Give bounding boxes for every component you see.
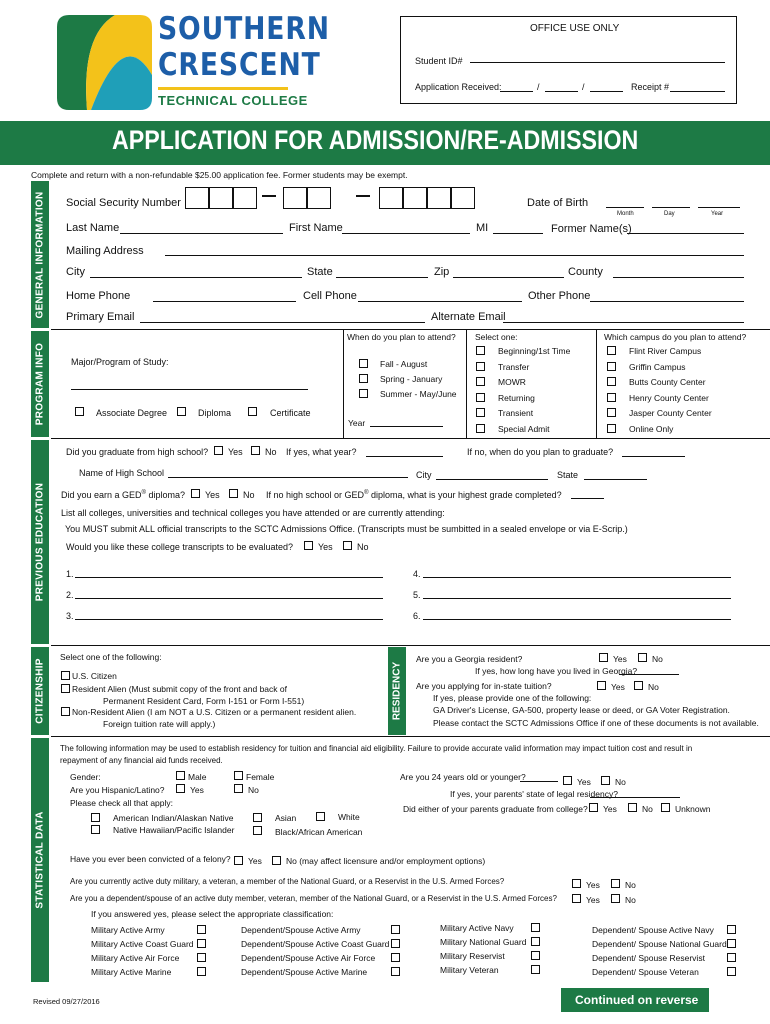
- list-colleges-label: List all colleges, universities and technical colleges you have attended or are currently attending:: [61, 508, 445, 518]
- race-american-indian-checkbox[interactable]: [91, 813, 100, 822]
- type-returning-checkbox[interactable]: [476, 393, 485, 402]
- felony-yes-checkbox[interactable]: [234, 856, 243, 865]
- logo-text-crescent: CRESCENT: [158, 47, 321, 83]
- logo-divider: [158, 87, 288, 90]
- evaluate-transcripts-label: Would you like these college transcripts to be evaluated?: [66, 542, 293, 552]
- how-long-field[interactable]: [619, 674, 679, 675]
- type-returning-label: Returning: [498, 393, 535, 403]
- college-logo: [57, 15, 152, 110]
- instate-yes-checkbox[interactable]: [597, 681, 606, 690]
- city-label: City: [66, 266, 85, 278]
- non-resident-label: Non-Resident Alien (I am NOT a U.S. Citizen or a permanent resident alien.: [72, 707, 357, 717]
- type-special-admit-checkbox[interactable]: [476, 424, 485, 433]
- campus-butts-checkbox[interactable]: [607, 377, 616, 386]
- parents-college-no-checkbox[interactable]: [628, 803, 637, 812]
- receipt-label: Receipt #: [631, 82, 670, 92]
- college-field-6[interactable]: [423, 619, 731, 620]
- logo-text-technical: TECHNICAL COLLEGE: [158, 93, 308, 108]
- term-spring-checkbox[interactable]: [359, 374, 368, 383]
- campus-flint-river-label: Flint River Campus: [629, 346, 702, 356]
- campus-henry-checkbox[interactable]: [607, 393, 616, 402]
- race-native-hawaiian-label: Native Hawaiian/Pacific Islander: [113, 825, 235, 835]
- class-military-marine-checkbox[interactable]: [197, 967, 206, 976]
- class-military-national-guard-label: Military National Guard: [440, 937, 527, 947]
- alt-email-label: Alternate Email: [431, 311, 506, 323]
- class-dependent-navy-checkbox[interactable]: [727, 925, 736, 934]
- ssn-dash: [356, 195, 370, 197]
- graduated-yes-label: Yes: [228, 447, 243, 457]
- dob-month-field[interactable]: [606, 207, 644, 208]
- college-field-2[interactable]: [75, 598, 383, 599]
- college-num-5: 5.: [413, 590, 421, 600]
- dob-year-caption: Year: [711, 211, 724, 217]
- zip-field[interactable]: [453, 277, 564, 278]
- evaluate-yes-checkbox[interactable]: [304, 541, 313, 550]
- class-dependent-national-guard-checkbox[interactable]: [727, 939, 736, 948]
- class-dependent-veteran-checkbox[interactable]: [727, 967, 736, 976]
- class-dependent-reservist-checkbox[interactable]: [727, 953, 736, 962]
- us-citizen-checkbox[interactable]: [61, 671, 70, 680]
- hispanic-yes-label: Yes: [190, 785, 204, 795]
- term-summer-checkbox[interactable]: [359, 389, 368, 398]
- felony-no-checkbox[interactable]: [272, 856, 281, 865]
- hs-city-label: City: [416, 470, 432, 480]
- gender-male-checkbox[interactable]: [176, 771, 185, 780]
- associate-degree-label: Associate Degree: [96, 408, 168, 418]
- hs-city-field[interactable]: [436, 479, 548, 480]
- citizenship-select-label: Select one of the following:: [60, 652, 162, 662]
- class-dependent-army-checkbox[interactable]: [391, 925, 400, 934]
- county-label: County: [568, 266, 603, 278]
- ga-resident-yes-checkbox[interactable]: [599, 653, 608, 662]
- major-field[interactable]: [71, 389, 308, 390]
- documents-list: GA Driver's License, GA-500, property lease or deed, or GA Voter Registration.: [433, 705, 730, 715]
- class-dependent-coast-guard-label: Dependent/Spouse Active Coast Guard: [241, 939, 390, 949]
- instate-yes-label: Yes: [611, 682, 625, 692]
- former-names-label: Former Name(s): [551, 223, 632, 235]
- term-summer-label: Summer - May/June: [380, 389, 457, 399]
- type-special-admit-label: Special Admit: [498, 424, 550, 434]
- ssn-digit-box[interactable]: [379, 187, 403, 209]
- application-received-label: Application Received:: [415, 82, 502, 92]
- non-resident-checkbox[interactable]: [61, 707, 70, 716]
- ga-resident-yes-label: Yes: [613, 654, 627, 664]
- college-num-6: 6.: [413, 611, 421, 621]
- race-american-indian-label: American Indian/Alaskan Native: [113, 813, 234, 823]
- college-field-4[interactable]: [423, 577, 731, 578]
- office-use-title: OFFICE USE ONLY: [530, 23, 620, 34]
- type-transfer-label: Transfer: [498, 362, 530, 372]
- mi-field[interactable]: [493, 233, 543, 234]
- ga-resident-no-label: No: [652, 654, 663, 664]
- class-dependent-navy-label: Dependent/ Spouse Active Navy: [592, 925, 714, 935]
- last-name-field[interactable]: [120, 233, 283, 234]
- class-military-veteran-label: Military Veteran: [440, 965, 499, 975]
- race-asian-label: Asian: [275, 813, 297, 823]
- class-military-reservist-label: Military Reservist: [440, 951, 505, 961]
- separator: [51, 736, 770, 737]
- hs-name-field[interactable]: [168, 477, 408, 478]
- parents-state-field[interactable]: [590, 797, 680, 798]
- class-military-army-label: Military Active Army: [91, 925, 165, 935]
- dependent-no-checkbox[interactable]: [611, 894, 620, 903]
- attend-year-field[interactable]: [370, 426, 443, 427]
- ssn-digit-box[interactable]: [233, 187, 257, 209]
- type-beginning-checkbox[interactable]: [476, 346, 485, 355]
- campus-jasper-label: Jasper County Center: [629, 408, 712, 418]
- class-military-navy-checkbox[interactable]: [531, 923, 540, 932]
- class-military-national-guard-checkbox[interactable]: [531, 937, 540, 946]
- ged-no-label: No: [243, 490, 255, 500]
- college-num-1: 1.: [66, 569, 74, 579]
- graduated-no-checkbox[interactable]: [251, 446, 260, 455]
- military-label: Are you currently active duty military, a veteran, a member of the National Guard, or a Reservist in the U.S. Armed Forces?: [70, 877, 505, 886]
- military-no-checkbox[interactable]: [611, 879, 620, 888]
- county-field[interactable]: [613, 277, 744, 278]
- class-military-navy-label: Military Active Navy: [440, 923, 514, 933]
- check-all-label: Please check all that apply:: [70, 798, 174, 808]
- hispanic-label: Are you Hispanic/Latino?: [70, 785, 165, 795]
- resident-alien-label: Resident Alien (Must submit copy of the front and back of: [72, 684, 287, 694]
- campus-henry-label: Henry County Center: [629, 393, 709, 403]
- class-dependent-marine-label: Dependent/Spouse Active Marine: [241, 967, 368, 977]
- program-divider: [596, 330, 597, 438]
- contact-notice: Please contact the SCTC Admissions Office if one of these documents is not available.: [433, 718, 759, 728]
- ged-question-label: Did you earn a GED® diploma?: [61, 490, 186, 500]
- how-long-label: If yes, how long have you lived in Georgia?: [475, 666, 638, 676]
- ssn-digit-box[interactable]: [209, 187, 233, 209]
- felony-label: Have you ever been convicted of a felony?: [70, 854, 231, 864]
- class-dependent-veteran-label: Dependent/ Spouse Veteran: [592, 967, 699, 977]
- certificate-checkbox[interactable]: [248, 407, 257, 416]
- student-id-label: Student ID#: [415, 56, 463, 66]
- campus-griffin-checkbox[interactable]: [607, 362, 616, 371]
- race-black-checkbox[interactable]: [253, 826, 262, 835]
- major-label: Major/Program of Study:: [71, 357, 169, 367]
- mailing-address-field[interactable]: [165, 255, 744, 256]
- plan-graduate-field[interactable]: [622, 456, 685, 457]
- class-military-marine-label: Military Active Marine: [91, 967, 172, 977]
- zip-label: Zip: [434, 266, 450, 278]
- type-mowr-label: MOWR: [498, 377, 526, 387]
- evaluate-yes-label: Yes: [318, 542, 333, 552]
- gender-label: Gender:: [70, 772, 101, 782]
- date-slash: /: [537, 82, 540, 92]
- parents-college-yes-checkbox[interactable]: [589, 803, 598, 812]
- grad-year-field[interactable]: [366, 456, 443, 457]
- campus-online-label: Online Only: [629, 424, 674, 434]
- gender-female-checkbox[interactable]: [234, 771, 243, 780]
- college-field-5[interactable]: [423, 598, 731, 599]
- resident-alien-checkbox[interactable]: [61, 684, 70, 693]
- class-dependent-air-force-label: Dependent/Spouse Active Air Force: [241, 953, 376, 963]
- logo-text-southern: SOUTHERN: [158, 11, 330, 47]
- class-dependent-marine-checkbox[interactable]: [391, 967, 400, 976]
- received-day-field[interactable]: [545, 91, 578, 92]
- student-id-field[interactable]: [470, 62, 725, 63]
- hispanic-yes-checkbox[interactable]: [176, 784, 185, 793]
- ssn-digit-box[interactable]: [427, 187, 451, 209]
- ged-yes-label: Yes: [205, 490, 220, 500]
- ged-no-checkbox[interactable]: [229, 489, 238, 498]
- logo-mark: [57, 15, 152, 110]
- us-citizen-label: U.S. Citizen: [72, 671, 117, 681]
- section-program-info: PROGRAM INFO: [31, 331, 49, 437]
- state-label: State: [307, 266, 333, 278]
- stat-intro-line2: repayment of any financial aid funds received.: [60, 756, 223, 765]
- military-no-label: No: [625, 880, 636, 890]
- college-field-1[interactable]: [75, 577, 383, 578]
- certificate-label: Certificate: [270, 408, 311, 418]
- evaluate-no-label: No: [357, 542, 369, 552]
- cell-phone-field[interactable]: [358, 301, 522, 302]
- section-previous-education: PREVIOUS EDUCATION: [31, 440, 49, 644]
- class-military-coast-guard-checkbox[interactable]: [197, 939, 206, 948]
- highest-grade-label: If no high school or GED® diploma, what is your highest grade completed?: [266, 490, 562, 500]
- ga-resident-no-checkbox[interactable]: [638, 653, 647, 662]
- military-yes-checkbox[interactable]: [572, 879, 581, 888]
- home-phone-field[interactable]: [153, 301, 296, 302]
- felony-no-label: No (may affect licensure and/or employment options): [286, 856, 486, 866]
- type-beginning-label: Beginning/1st Time: [498, 346, 571, 356]
- instate-label: Are you applying for in-state tuition?: [416, 681, 552, 691]
- instate-no-label: No: [648, 682, 659, 692]
- which-campus-label: Which campus do you plan to attend?: [604, 332, 747, 342]
- dependent-no-label: No: [625, 895, 636, 905]
- parents-college-label: Did either of your parents graduate from college?: [403, 804, 588, 814]
- race-white-label: White: [338, 812, 360, 822]
- class-military-coast-guard-label: Military Active Coast Guard: [91, 939, 194, 949]
- term-fall-label: Fall - August: [380, 359, 428, 369]
- class-dependent-national-guard-label: Dependent/ Spouse National Guard: [592, 939, 727, 949]
- parents-college-unknown-label: Unknown: [675, 804, 711, 814]
- intro-text: Complete and return with a non-refundable $25.00 application fee. Former students may be exempt.: [31, 170, 408, 180]
- primary-email-field[interactable]: [140, 322, 425, 323]
- campus-flint-river-checkbox[interactable]: [607, 346, 616, 355]
- plan-graduate-label: If no, when do you plan to graduate?: [467, 447, 614, 457]
- college-num-3: 3.: [66, 611, 74, 621]
- military-yes-label: Yes: [586, 880, 600, 890]
- dependent-yes-checkbox[interactable]: [572, 894, 581, 903]
- last-name-label: Last Name: [66, 222, 120, 234]
- section-statistical-data: STATISTICAL DATA: [31, 738, 49, 982]
- race-white-checkbox[interactable]: [316, 812, 325, 821]
- dob-month-caption: Month: [617, 211, 634, 217]
- ssn-digit-box[interactable]: [451, 187, 475, 209]
- graduated-hs-label: Did you graduate from high school?: [66, 447, 209, 457]
- class-military-air-force-label: Military Active Air Force: [91, 953, 180, 963]
- age-24-field[interactable]: [520, 781, 558, 782]
- class-dependent-army-label: Dependent/Spouse Active Army: [241, 925, 361, 935]
- dob-year-field[interactable]: [698, 207, 740, 208]
- date-slash: /: [582, 82, 585, 92]
- instate-no-checkbox[interactable]: [634, 681, 643, 690]
- term-fall-checkbox[interactable]: [359, 359, 368, 368]
- graduated-yes-checkbox[interactable]: [214, 446, 223, 455]
- non-resident-detail: Foreign tuition rate will apply.): [103, 719, 216, 729]
- campus-butts-label: Butts County Center: [629, 377, 706, 387]
- other-phone-label: Other Phone: [528, 290, 591, 302]
- when-attend-label: When do you plan to attend?: [347, 332, 456, 342]
- separator: [51, 438, 770, 439]
- ssn-label: Social Security Number: [66, 197, 181, 209]
- gender-female-label: Female: [246, 772, 275, 782]
- section-citizenship: CITIZENSHIP: [31, 647, 49, 735]
- separator: [51, 645, 770, 646]
- class-military-air-force-checkbox[interactable]: [197, 953, 206, 962]
- ga-resident-label: Are you a Georgia resident?: [416, 654, 523, 664]
- class-military-reservist-checkbox[interactable]: [531, 951, 540, 960]
- select-one-label: Select one:: [475, 332, 518, 342]
- age-24-yes-checkbox[interactable]: [563, 776, 572, 785]
- year-label: Year: [348, 418, 366, 428]
- provide-label: If yes, please provide one of the following:: [433, 693, 592, 703]
- hs-state-field[interactable]: [584, 479, 647, 480]
- classification-label: If you answered yes, please select the appropriate classification:: [91, 909, 334, 919]
- evaluate-no-checkbox[interactable]: [343, 541, 352, 550]
- page-title: APPLICATION FOR ADMISSION/RE-ADMISSION: [112, 125, 639, 155]
- alt-email-field[interactable]: [503, 322, 744, 323]
- primary-email-label: Primary Email: [66, 311, 135, 323]
- parents-college-no-label: No: [642, 804, 653, 814]
- other-phone-field[interactable]: [590, 301, 744, 302]
- resident-alien-detail: Permanent Resident Card, Form I-151 or Form I-551): [103, 696, 305, 706]
- age-24-no-label: No: [615, 777, 626, 787]
- cell-phone-label: Cell Phone: [303, 290, 357, 302]
- type-transient-checkbox[interactable]: [476, 408, 485, 417]
- diploma-checkbox[interactable]: [177, 407, 186, 416]
- ged-yes-checkbox[interactable]: [191, 489, 200, 498]
- felony-yes-label: Yes: [248, 856, 262, 866]
- former-names-field[interactable]: [627, 233, 744, 234]
- term-spring-label: Spring - January: [380, 374, 443, 384]
- age-24-no-checkbox[interactable]: [601, 776, 610, 785]
- transcripts-notice: You MUST submit ALL official transcripts to the SCTC Admissions Office. (Transcripts must be sumbitted in a sealed envelope or via E-Scrip.): [65, 524, 628, 534]
- campus-online-checkbox[interactable]: [607, 424, 616, 433]
- type-transient-label: Transient: [498, 408, 534, 418]
- program-divider: [466, 330, 467, 438]
- dependent-label: Are you a dependent/spouse of an active duty member, veteran, member of the National Guard, or a Reservist in the U.S. Armed Forces?: [70, 894, 557, 903]
- associate-degree-checkbox[interactable]: [75, 407, 84, 416]
- college-num-4: 4.: [413, 569, 421, 579]
- parents-college-yes-label: Yes: [603, 804, 617, 814]
- class-dependent-reservist-label: Dependent/ Spouse Reservist: [592, 953, 705, 963]
- race-native-hawaiian-checkbox[interactable]: [91, 825, 100, 834]
- received-year-field[interactable]: [590, 91, 623, 92]
- stat-intro-line1: The following information may be used to establish residency for tuition and financial aid eligibility. Failure to provide accurate valid information may impact tuition cost and result in: [60, 744, 693, 753]
- receipt-field[interactable]: [670, 91, 725, 92]
- ssn-digit-box[interactable]: [185, 187, 209, 209]
- parents-college-unknown-checkbox[interactable]: [661, 803, 670, 812]
- ssn-dash: [262, 195, 276, 197]
- section-residency: RESIDENCY: [388, 647, 406, 735]
- class-military-veteran-checkbox[interactable]: [531, 965, 540, 974]
- first-name-label: First Name: [289, 222, 343, 234]
- class-dependent-coast-guard-checkbox[interactable]: [391, 939, 400, 948]
- age-24-label: Are you 24 years old or younger?: [400, 772, 526, 782]
- hispanic-no-label: No: [248, 785, 259, 795]
- class-military-army-checkbox[interactable]: [197, 925, 206, 934]
- ssn-digit-box[interactable]: [307, 187, 331, 209]
- class-dependent-air-force-checkbox[interactable]: [391, 953, 400, 962]
- continued-text: Continued on reverse: [575, 993, 699, 1007]
- race-black-label: Black/African American: [275, 827, 363, 837]
- mailing-address-label: Mailing Address: [66, 245, 144, 257]
- received-month-field[interactable]: [500, 91, 533, 92]
- campus-griffin-label: Griffin Campus: [629, 362, 686, 372]
- program-divider: [343, 330, 344, 438]
- campus-jasper-checkbox[interactable]: [607, 408, 616, 417]
- ssn-digit-box[interactable]: [403, 187, 427, 209]
- graduated-no-label: No: [265, 447, 277, 457]
- parents-state-label: If yes, your parents' state of legal residency?: [450, 789, 618, 799]
- city-field[interactable]: [90, 277, 302, 278]
- type-mowr-checkbox[interactable]: [476, 377, 485, 386]
- type-transfer-checkbox[interactable]: [476, 362, 485, 371]
- hs-state-label: State: [557, 470, 579, 480]
- race-asian-checkbox[interactable]: [253, 813, 262, 822]
- hs-name-label: Name of High School: [79, 468, 165, 478]
- dependent-yes-label: Yes: [586, 895, 600, 905]
- dob-label: Date of Birth: [527, 197, 589, 209]
- highest-grade-field[interactable]: [571, 498, 604, 499]
- age-24-yes-label: Yes: [577, 777, 591, 787]
- separator: [51, 329, 770, 330]
- dob-day-caption: Day: [664, 211, 675, 217]
- gender-male-label: Male: [188, 772, 207, 782]
- what-year-label: If yes, what year?: [286, 447, 357, 457]
- first-name-field[interactable]: [342, 233, 470, 234]
- section-general-information: GENERAL INFORMATION: [31, 181, 49, 328]
- college-num-2: 2.: [66, 590, 74, 600]
- home-phone-label: Home Phone: [66, 290, 131, 302]
- dob-day-field[interactable]: [652, 207, 690, 208]
- mi-label: MI: [476, 222, 489, 234]
- hispanic-no-checkbox[interactable]: [234, 784, 243, 793]
- revised-date: Revised 09/27/2016: [33, 997, 100, 1006]
- state-field[interactable]: [336, 277, 428, 278]
- ssn-digit-box[interactable]: [283, 187, 307, 209]
- diploma-label: Diploma: [198, 408, 232, 418]
- college-field-3[interactable]: [75, 619, 383, 620]
